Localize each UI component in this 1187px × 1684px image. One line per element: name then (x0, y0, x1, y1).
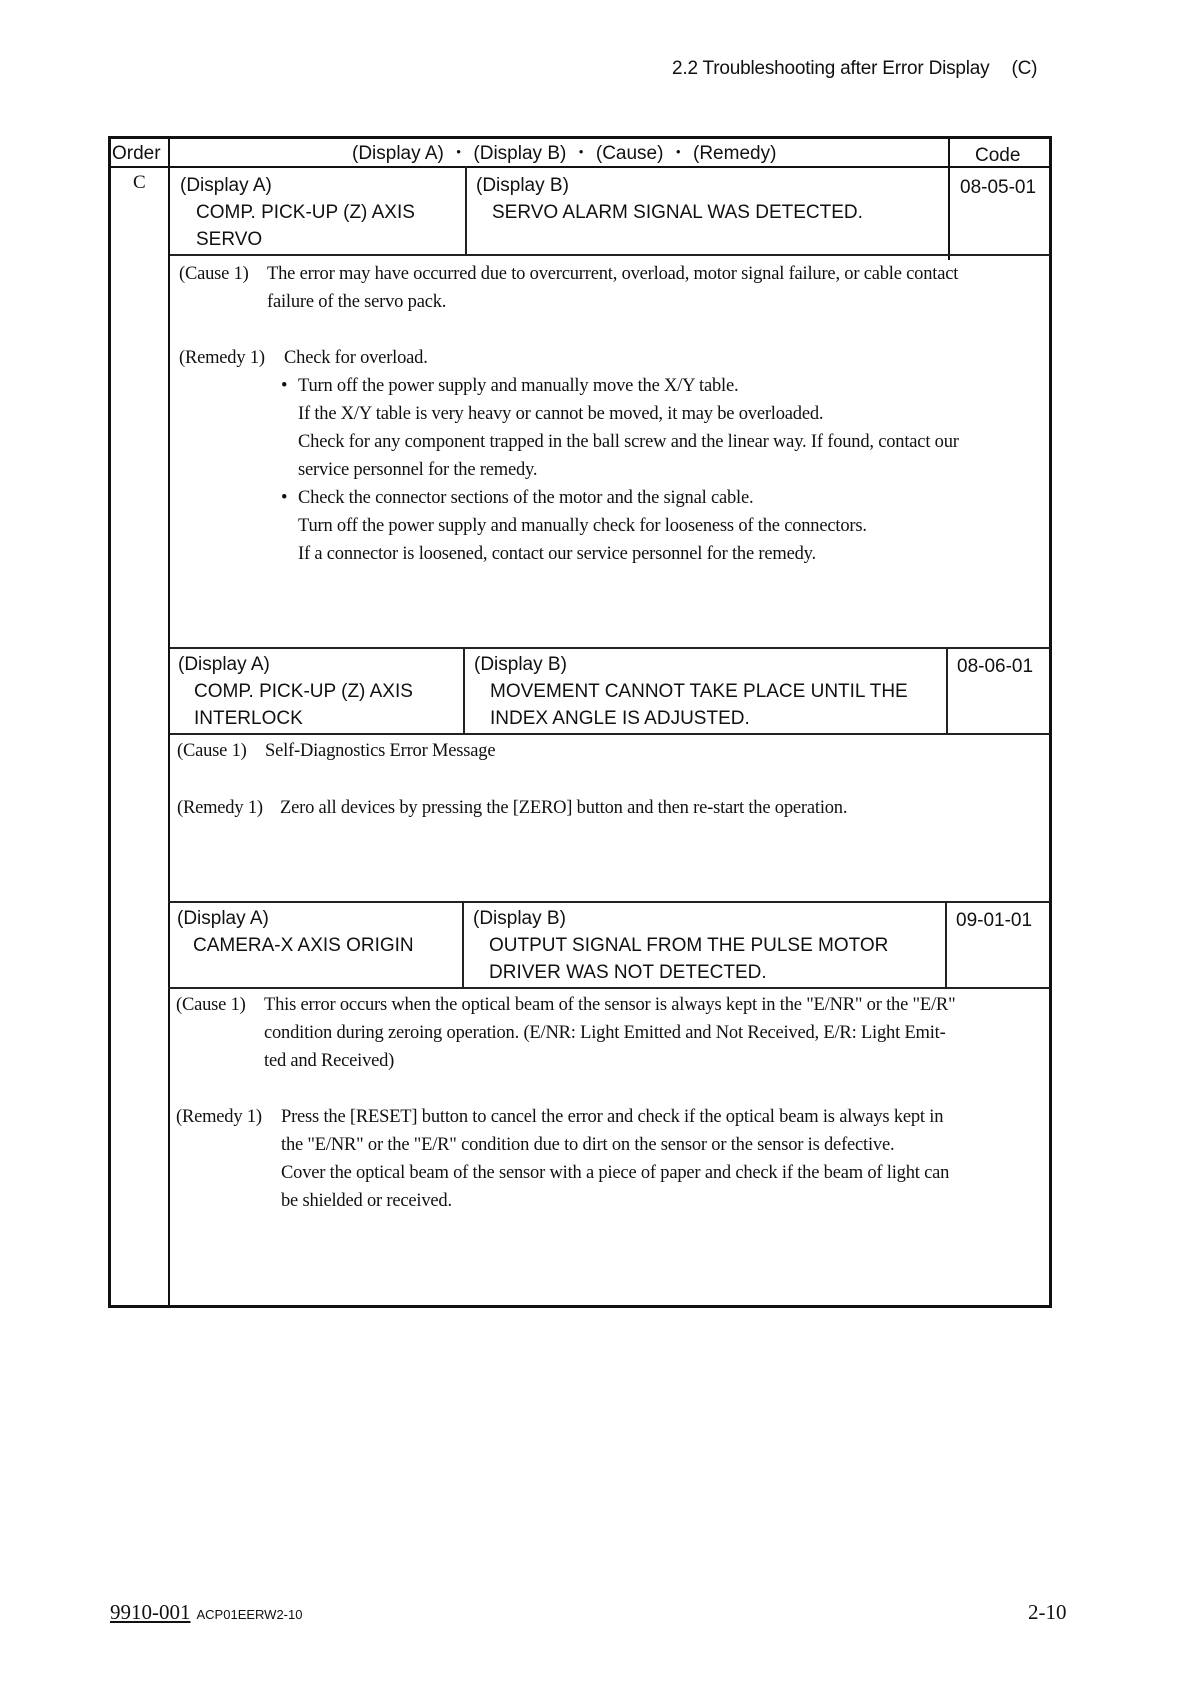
display-a-label: (Display A) (178, 654, 270, 675)
cause-label: (Cause 1) (176, 995, 246, 1015)
code-column-divider (945, 901, 947, 989)
remedy-line: be shielded or received. (281, 1191, 452, 1211)
cause-line: This error occurs when the optical beam of the sensor is always kept in the "E/NR" or the "E/R" (264, 995, 956, 1015)
remedy-label: (Remedy 1) (176, 1107, 262, 1127)
cause-label: (Cause 1) (177, 741, 247, 761)
code-column-divider-1 (948, 138, 950, 260)
remedy-bullet-line: If a connector is loosened, contact our service personnel for the remedy. (298, 544, 816, 564)
remedy-line: Check for overload. (284, 348, 428, 368)
cause-label: (Cause 1) (179, 264, 249, 284)
remedy-bullet-item: • Turn off the power supply and manually move the X/Y table. (298, 372, 738, 400)
doc-code: ACP01EERW2-10 (196, 1607, 303, 1622)
display-divider (463, 647, 465, 735)
remedy-bullet-line: Check for any component trapped in the ball screw and the linear way. If found, contact our (298, 432, 959, 452)
error-code: 08-05-01 (960, 177, 1037, 198)
doc-number: 9910-001 (110, 1600, 191, 1624)
header-title: 2.2 Troubleshooting after Error Display (672, 58, 990, 79)
error-code: 09-01-01 (956, 910, 1033, 931)
remedy-label: (Remedy 1) (179, 348, 265, 368)
order-column-divider (168, 138, 170, 1306)
cause-line: Self-Diagnostics Error Message (265, 741, 496, 761)
remedy-bullet-line: Turn off the power supply and manually check for looseness of the connectors. (298, 516, 867, 536)
page-footer (110, 1600, 302, 1625)
display-b-line: SERVO ALARM SIGNAL WAS DETECTED. (492, 202, 863, 223)
display-row-divider (168, 987, 1050, 989)
display-a-line: COMP. PICK-UP (Z) AXIS (196, 202, 415, 223)
remedy-line: Cover the optical beam of the sensor with a piece of paper and check if the beam of light can (281, 1163, 950, 1183)
cause-line: condition during zeroing operation. (E/NR: Light Emitted and Not Received, E/R: Light Emit- (264, 1023, 946, 1043)
cause-line: The error may have occurred due to overcurrent, overload, motor signal failure, or cable contact (267, 264, 959, 284)
display-b-line: OUTPUT SIGNAL FROM THE PULSE MOTOR (489, 935, 889, 956)
display-a-line: COMP. PICK-UP (Z) AXIS (194, 681, 413, 702)
page-number: 2-10 (1028, 1600, 1067, 1624)
remedy-line: Press the [RESET] button to cancel the error and check if the optical beam is always kept in (281, 1107, 944, 1127)
remedy-bullet-line: If the X/Y table is very heavy or cannot be moved, it may be overloaded. (298, 404, 824, 424)
display-b-line: MOVEMENT CANNOT TAKE PLACE UNTIL THE (490, 681, 908, 702)
display-divider (465, 166, 467, 256)
display-a-label: (Display A) (177, 908, 269, 929)
display-a-label: (Display A) (180, 175, 272, 196)
main-column-header: (Display A) ・ (Display B) ・ (Cause) ・ (Remedy) (352, 143, 777, 164)
display-b-label: (Display B) (473, 908, 566, 929)
display-b-label: (Display B) (474, 654, 567, 675)
display-row-divider (170, 733, 1050, 735)
order-column-header: Order (112, 143, 161, 164)
display-b-line: DRIVER WAS NOT DETECTED. (489, 962, 767, 983)
remedy-line: Zero all devices by pressing the [ZERO] button and then re-start the operation. (280, 798, 848, 818)
remedy-bullet-line: service personnel for the remedy. (298, 460, 538, 480)
display-row-divider (170, 254, 1050, 256)
order-value: C (133, 172, 146, 193)
display-a-line: INTERLOCK (194, 708, 303, 729)
cause-line: failure of the servo pack. (267, 292, 447, 312)
display-b-line: INDEX ANGLE IS ADJUSTED. (490, 708, 750, 729)
display-a-line: SERVO (196, 229, 263, 250)
display-divider (462, 901, 464, 989)
entry-divider (168, 901, 1050, 903)
display-a-line: CAMERA-X AXIS ORIGIN (193, 935, 414, 956)
header-section: (C) (1011, 58, 1038, 79)
code-column-divider (946, 647, 948, 735)
remedy-line: the "E/NR" or the "E/R" condition due to dirt on the sensor or the sensor is defective. (281, 1135, 895, 1155)
remedy-label: (Remedy 1) (177, 798, 263, 818)
page-header (672, 58, 1037, 80)
entry-divider (170, 647, 1050, 649)
cause-line: ted and Received) (264, 1051, 395, 1071)
display-b-label: (Display B) (476, 175, 569, 196)
error-code: 08-06-01 (957, 656, 1034, 677)
code-column-header: Code (975, 145, 1021, 166)
remedy-bullet-item: • Check the connector sections of the motor and the signal cable. (298, 484, 753, 512)
